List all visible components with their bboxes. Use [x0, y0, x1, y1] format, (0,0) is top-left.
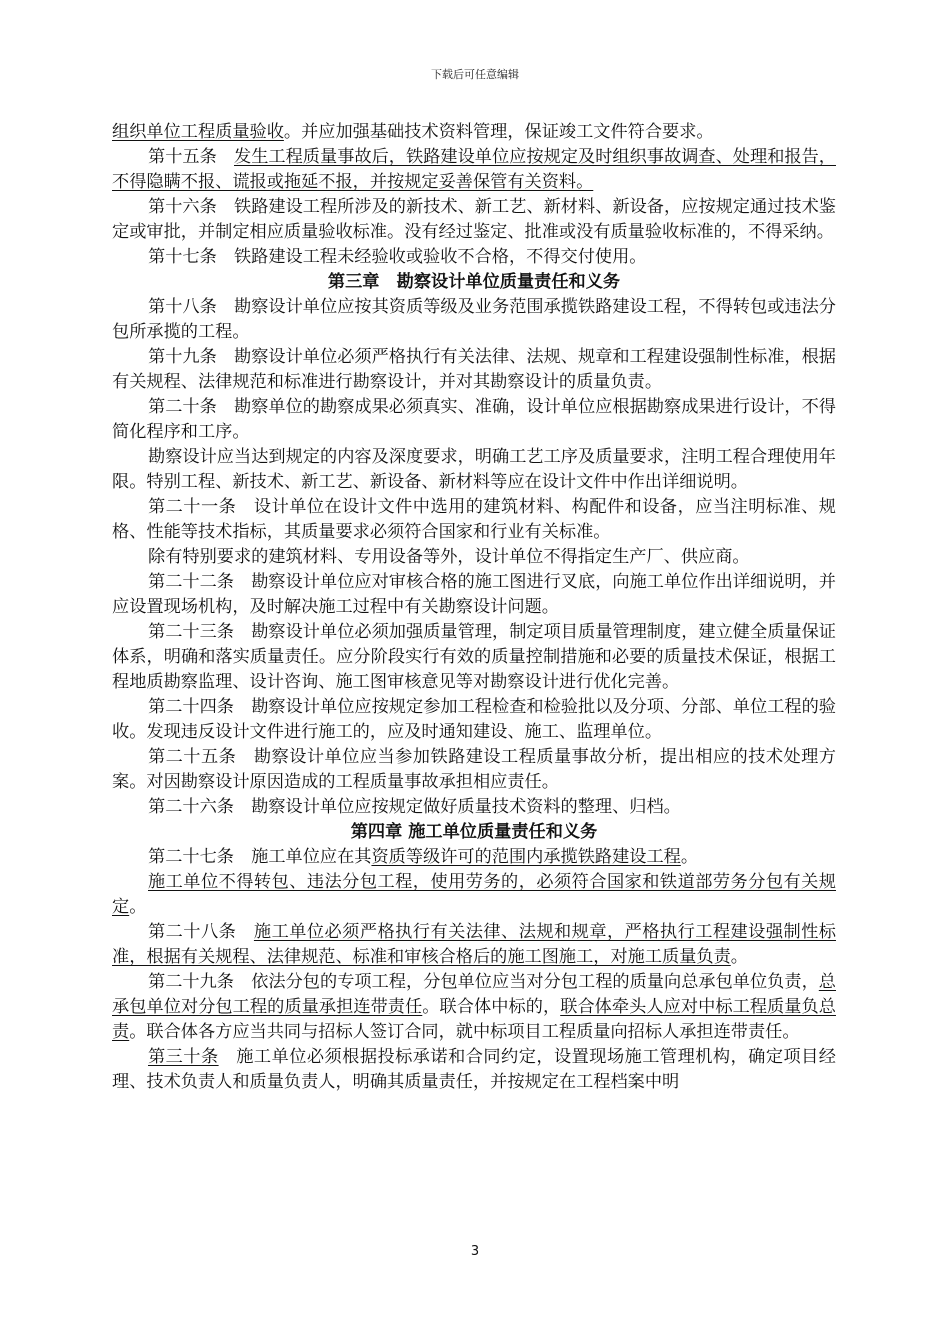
text-segment: 第二十三条 勘察设计单位必须加强质量管理，制定项目质量管理制度，建立健全质量保证体系，明确和落实质量责任。应分阶段实行有效的质量控制措施和必要的质量技术保证，根据工程地质勘察监理、设计咨询、施工图审核意见等对勘察设计进行优化完善。 [112, 622, 836, 692]
underlined-text: 施工单位不得转包、违法分包工程，使用劳务的，必须符合国家和铁道部劳务分包有关规定 [112, 872, 836, 917]
text-segment: 第二十五条 勘察设计单位应当参加铁路建设工程质量事故分析，提出相应的技术处理方案。对因勘察设计原因造成的工程质量事故承担相应责任。 [112, 747, 836, 792]
article-paragraph [112, 395, 836, 445]
article-paragraph [112, 620, 836, 695]
text-segment: 第十九条 勘察设计单位必须严格执行有关法律、法规、规章和工程建设强制性标准，根据有关规程、法律规范和标准进行勘察设计，并对其勘察设计的质量负责。 [112, 347, 836, 392]
text-segment: 第十八条 勘察设计单位应按其资质等级及业务范围承揽铁路建设工程，不得转包或违法分包所承揽的工程。 [112, 297, 836, 342]
underlined-text: 发生工程质量事故后，铁路建设单位应按规定及时组织事故调查、处理和报告，不得隐瞒不报、谎报或拖延不报，并按规定妥善保管有关资料。 [112, 147, 836, 192]
article-paragraph [112, 245, 836, 270]
article-paragraph [112, 920, 836, 970]
text-segment: 第十六条 铁路建设工程所涉及的新技术、新工艺、新材料、新设备，应按规定通过技术鉴定或审批，并制定相应质量验收标准。没有经过鉴定、批准或没有质量验收标准的，不得采纳。 [112, 197, 836, 242]
text-segment: 施工单位必须根据投标承诺和合同约定，设置现场施工管理机构，确定项目经理、技术负责人和质量负责人，明确其质量责任，并按规定在工程档案中明 [112, 1047, 836, 1092]
document-body [112, 120, 836, 1095]
text-segment: 第十七条 铁路建设工程未经验收或验收不合格，不得交付使用。 [148, 247, 647, 267]
chapter-heading [112, 820, 836, 845]
underlined-text: 总承包单位对分包工程的质量承担连带责任 [112, 972, 836, 1017]
text-segment: 。联合体各方应当共同与招标人签订合同，就中标项目工程质量向招标人承担连带责任。 [129, 1022, 800, 1042]
text-segment: 。并应加强基础技术资料管理，保证竣工文件符合要求。 [283, 122, 714, 142]
article-paragraph [112, 795, 836, 820]
page-header: 下载后可任意编辑 [431, 68, 519, 81]
underlined-text: 第三十条 [148, 1047, 219, 1067]
underlined-text: 联合体牵头人应对中标工程质量负总责 [112, 997, 836, 1042]
article-paragraph [112, 695, 836, 745]
article-paragraph [112, 120, 836, 145]
text-segment: 第三章 勘察设计单位质量责任和义务 [327, 272, 621, 292]
article-paragraph [112, 570, 836, 620]
text-segment: 第二十九条 依法分包的专项工程，分包单位应当对分包工程的质量向总承包单位负责， [148, 972, 819, 992]
text-segment: 第二十八条 [148, 922, 254, 942]
text-segment: 。联合体中标的， [422, 997, 561, 1017]
article-paragraph [112, 545, 836, 570]
article-paragraph [112, 295, 836, 345]
text-segment: 。 [680, 847, 699, 867]
text-segment: 第二十一条 设计单位在设计文件中选用的建筑材料、构配件和设备，应当注明标准、规格、性能等技术指标，其质量要求必须符合国家和行业有关标准。 [112, 497, 836, 542]
article-paragraph [112, 845, 836, 870]
article-paragraph [112, 495, 836, 545]
page-number: 3 [470, 1244, 480, 1259]
underlined-text: 资质等级许可的范围内承揽铁路建设工程 [371, 847, 681, 867]
text-segment: 第二十六条 勘察设计单位应按规定做好质量技术资料的整理、归档。 [148, 797, 681, 817]
text-segment: 除有特别要求的建筑材料、专用设备等外，设计单位不得指定生产厂、供应商。 [148, 547, 750, 567]
text-segment: 第四章 施工单位质量责任和义务 [350, 822, 598, 842]
text-segment: 第二十条 勘察单位的勘察成果必须真实、准确，设计单位应根据勘察成果进行设计，不得简化程序和工序。 [112, 397, 836, 442]
article-paragraph [112, 345, 836, 395]
chapter-heading [112, 270, 836, 295]
underlined-text: 施工单位必须严格执行有关法律、法规和规章，严格执行工程建设强制性标准，根据有关规程、法律规范、标准和审核合格后的施工图施工，对施工质量负责 [112, 922, 836, 967]
article-paragraph [112, 745, 836, 795]
article-paragraph [112, 870, 836, 920]
underlined-text: 组织单位工程质量验收 [112, 122, 284, 142]
article-paragraph [112, 970, 836, 1045]
text-segment: 第二十二条 勘察设计单位应对审核合格的施工图进行叉底，向施工单位作出详细说明，并应设置现场机构，及时解决施工过程中有关勘察设计问题。 [112, 572, 836, 617]
article-paragraph [112, 195, 836, 245]
text-segment: 。 [129, 897, 147, 917]
article-paragraph [112, 1045, 836, 1095]
text-segment: 第二十四条 勘察设计单位应按规定参加工程检查和检验批以及分项、分部、单位工程的验收。发现违反设计文件进行施工的，应及时通知建设、施工、监理单位。 [112, 697, 836, 742]
text-segment: 第十五条 [148, 147, 234, 167]
article-paragraph [112, 145, 836, 195]
article-paragraph [112, 445, 836, 495]
text-segment: 第二十七条 施工单位应在其 [148, 847, 372, 867]
text-segment: 勘察设计应当达到规定的内容及深度要求，明确工艺工序及质量要求，注明工程合理使用年限。特别工程、新技术、新工艺、新设备、新材料等应在设计文件中作出详细说明。 [112, 447, 836, 492]
text-segment: 。 [730, 947, 748, 967]
